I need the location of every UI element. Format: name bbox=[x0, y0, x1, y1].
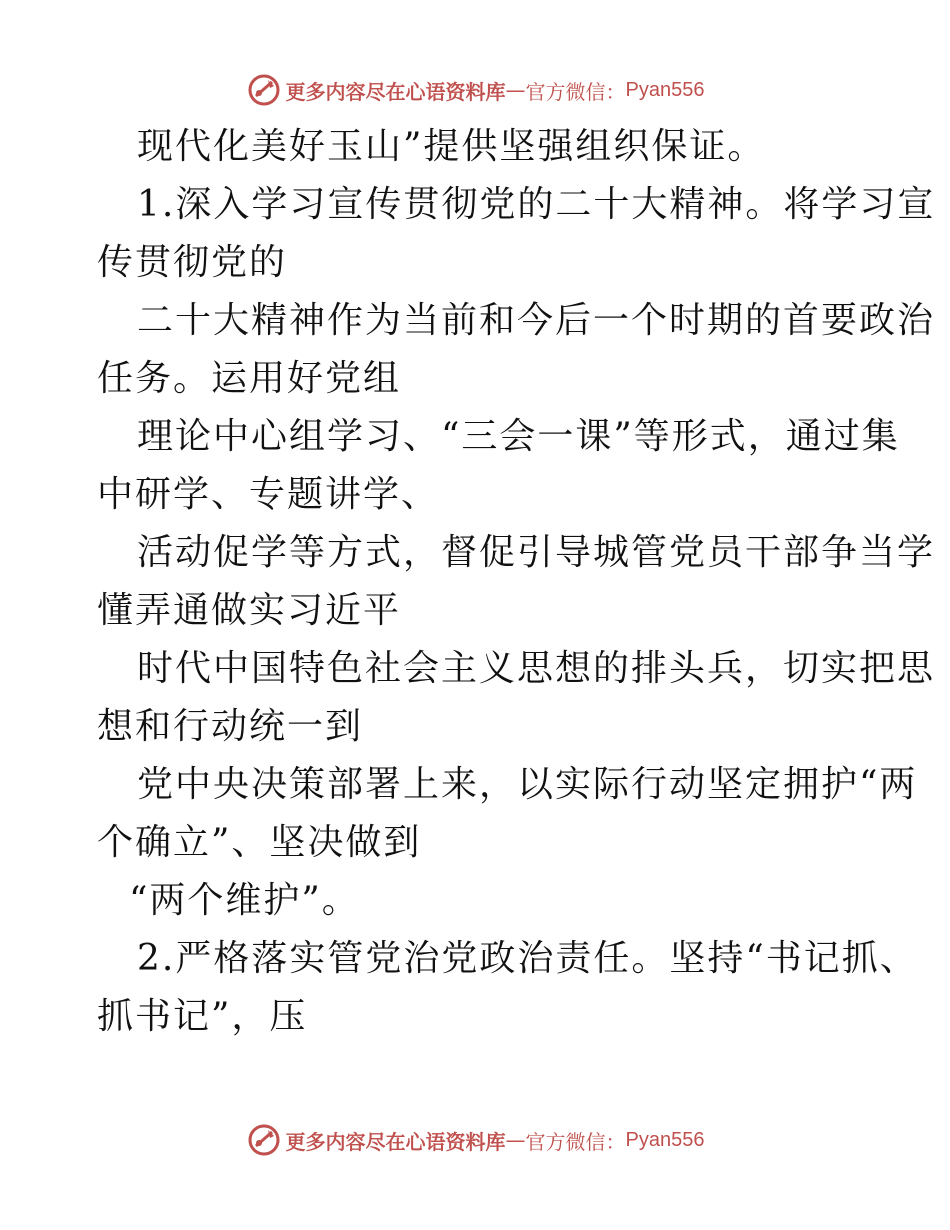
body-line: 活动促学等方式，督促引导城管党员干部争当学 bbox=[137, 532, 936, 573]
body-line: 中研学、专题讲学、 bbox=[97, 474, 440, 515]
banner-wechat-id: Pyan556 bbox=[625, 1128, 705, 1151]
body-line: 2.严格落实管党治党政治责任。坚持“书记抓、 bbox=[137, 938, 918, 979]
banner-separator: — bbox=[505, 78, 526, 102]
banner-wechat-label: 官方微信： bbox=[525, 79, 626, 104]
body-line: 想和行动统一到 bbox=[97, 706, 364, 747]
body-line: 懂弄通做实习近平 bbox=[97, 590, 402, 631]
brand-logo-icon bbox=[246, 1122, 282, 1158]
body-line: 1.深入学习宣传贯彻党的二十大精神。将学习宣 bbox=[137, 184, 936, 225]
body-line: 任务。运用好党组 bbox=[97, 358, 402, 399]
body-line: 理论中心组学习、“三会一课”等形式，通过集 bbox=[137, 416, 900, 457]
body-line: 二十大精神作为当前和今后一个时期的首要政治 bbox=[137, 300, 936, 341]
banner-separator: — bbox=[505, 1128, 526, 1152]
body-line: 传贯彻党的 bbox=[97, 242, 288, 283]
footer-banner bbox=[0, 1120, 950, 1160]
banner-wechat-id: Pyan556 bbox=[625, 78, 705, 101]
body-line: 个确立”、坚决做到 bbox=[97, 822, 422, 863]
banner-brand-text: 更多内容尽在心语资料库 bbox=[285, 1129, 506, 1154]
body-line: 现代化美好玉山”提供坚强组织保证。 bbox=[137, 126, 766, 167]
body-line: 时代中国特色社会主义思想的排头兵，切实把思 bbox=[137, 648, 936, 689]
document-body bbox=[97, 118, 936, 1046]
brand-logo-icon bbox=[246, 72, 282, 108]
body-line: “两个维护”。 bbox=[129, 880, 360, 921]
header-banner bbox=[0, 70, 950, 110]
body-line: 党中央决策部署上来，以实际行动坚定拥护“两 bbox=[137, 764, 918, 805]
body-line: 抓书记”，压 bbox=[97, 996, 308, 1037]
banner-wechat-label: 官方微信： bbox=[525, 1129, 626, 1154]
banner-brand-text: 更多内容尽在心语资料库 bbox=[285, 79, 506, 104]
